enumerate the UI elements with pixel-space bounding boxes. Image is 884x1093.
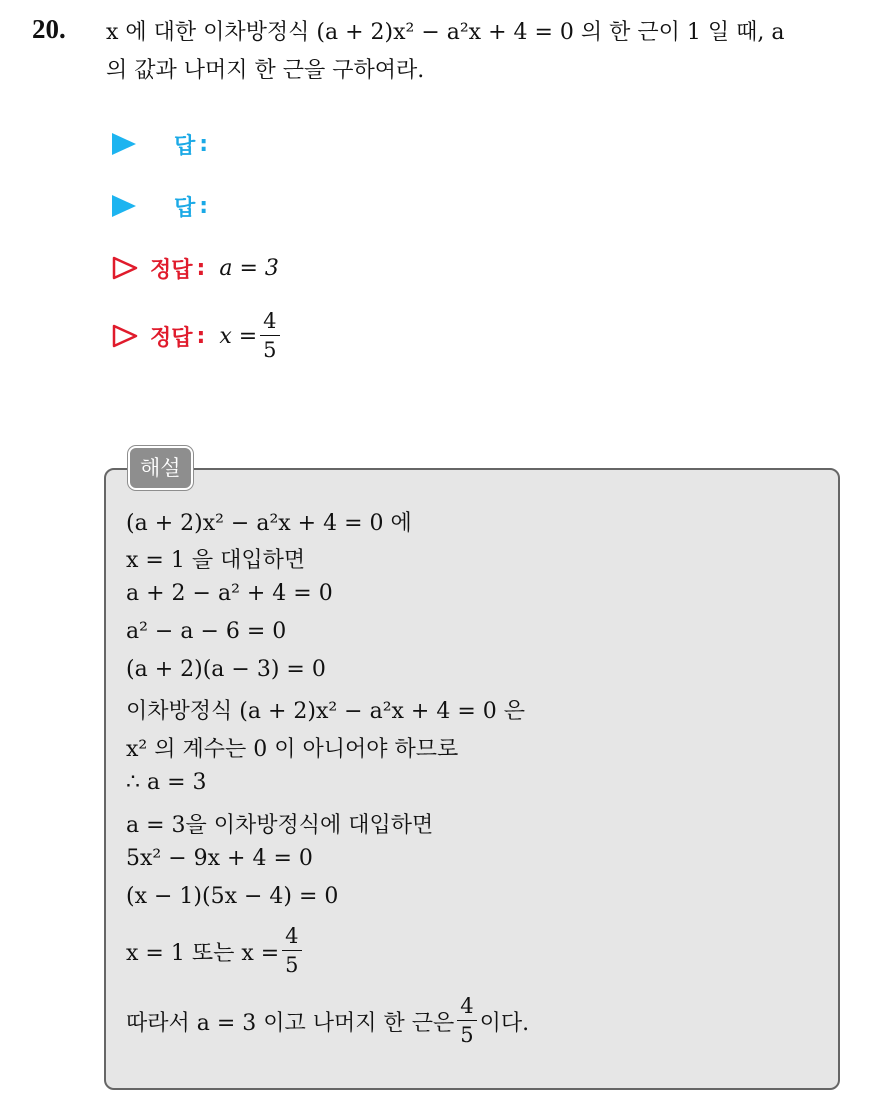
correct-answer-row-2 (112, 308, 283, 364)
question-text-line1: x 에 대한 이차방정식 (a + 2)x² − a²x + 4 = 0 의 한 근이 1 일 때, a (106, 20, 785, 45)
correct-answer-value-x (219, 311, 282, 361)
x-equals: x = (219, 323, 258, 349)
correct-answer-label: 정답 (150, 257, 193, 283)
solution-line-13-suffix: 이다. (479, 1010, 530, 1036)
correct-answer-colon: : (196, 323, 206, 349)
solution-tag: 해설 (128, 446, 193, 490)
solution-line-5: (a + 2)(a − 3) = 0 (126, 657, 326, 682)
outline-triangle-icon (112, 324, 138, 348)
fraction (282, 926, 301, 976)
solution-line-8: ∴ a = 3 (126, 770, 207, 795)
question-number: 20. (32, 14, 66, 44)
correct-answer-row-1 (112, 248, 279, 288)
fraction (457, 996, 476, 1046)
play-triangle-icon (112, 195, 136, 217)
solution-line-6: 이차방정식 (a + 2)x² − a²x + 4 = 0 은 (126, 699, 526, 724)
correct-answer-label: 정답 (150, 325, 193, 351)
fraction-denominator: 5 (263, 338, 277, 362)
solution-line-12 (126, 926, 305, 976)
answer-row-2 (112, 186, 208, 226)
play-triangle-icon (112, 133, 136, 155)
solution-line-13-text: 따라서 a = 3 이고 나머지 한 근은 (126, 1010, 455, 1036)
correct-answer-colon: : (196, 255, 206, 281)
solution-line-10: 5x² − 9x + 4 = 0 (126, 846, 313, 871)
fraction-denominator: 5 (460, 1023, 474, 1047)
question-text-line2: 의 값과 나머지 한 근을 구하여라. (106, 58, 425, 83)
solution-line-4: a² − a − 6 = 0 (126, 619, 287, 644)
answer-row-1 (112, 124, 208, 164)
outline-triangle-icon (112, 256, 138, 280)
answer-colon: : (199, 193, 209, 219)
solution-line-9: a = 3을 이차방정식에 대입하면 (126, 813, 434, 838)
fraction (260, 311, 279, 361)
solution-line-7: x² 의 계수는 0 이 아니어야 하므로 (126, 737, 459, 762)
answer-label: 답 (174, 195, 196, 221)
fraction-numerator: 4 (282, 926, 301, 951)
solution-line-1: (a + 2)x² − a²x + 4 = 0 에 (126, 511, 412, 536)
solution-line-12-text: x = 1 또는 x = (126, 940, 280, 966)
solution-line-3: a + 2 − a² + 4 = 0 (126, 581, 333, 606)
answer-label: 답 (174, 133, 196, 159)
solution-line-13 (126, 996, 529, 1046)
fraction-numerator: 4 (457, 996, 476, 1021)
answer-colon: : (199, 131, 209, 157)
fraction-numerator: 4 (260, 311, 279, 336)
fraction-denominator: 5 (285, 953, 299, 977)
solution-line-2: x = 1 을 대입하면 (126, 548, 306, 573)
correct-answer-value-a: a = 3 (219, 255, 279, 281)
solution-line-11: (x − 1)(5x − 4) = 0 (126, 884, 339, 909)
